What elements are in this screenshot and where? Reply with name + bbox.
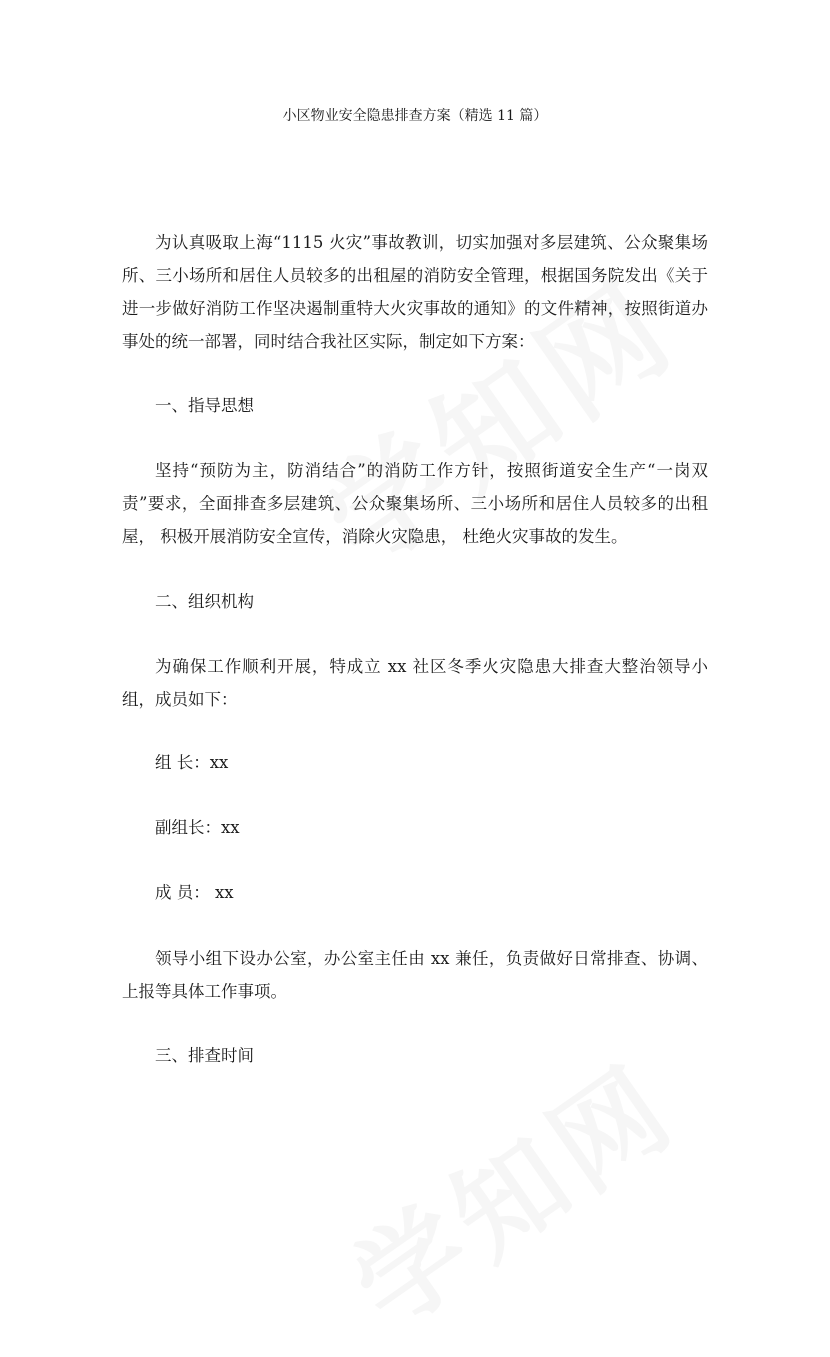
- section-heading-inspection-time: 三、排查时间: [155, 1046, 254, 1065]
- document-title: 小区物业安全隐患排查方案（精选 11 篇）: [282, 108, 548, 124]
- intro-paragraph: 为认真吸取上海“1115 火灾”事故教训，切实加强对多层建筑、公众聚集场所、三小场所和居住人员较多的出租屋的消防安全管理，根据国务院发出《关于进一步做好消防工作坚决遏制重特大火灾事故的通知》的文件精神，按照街道办事处的统一部署，同时结合我社区实际，制定如下方案：: [122, 233, 708, 351]
- organization-paragraph: 为确保工作顺利开展，特成立 xx 社区冬季火灾隐患大排查大整治领导小组，成员如下：: [122, 657, 708, 709]
- members-line: 成 员： xx: [155, 883, 234, 902]
- deputy-leader-line: 副组长：xx: [155, 818, 240, 837]
- section-heading-guiding-ideology: 一、指导思想: [155, 396, 254, 415]
- guiding-ideology-paragraph: 坚持“预防为主，防消结合”的消防工作方针，按照街道安全生产“一岗双责”要求，全面排查多层建筑、公众聚集场所、三小场所和居住人员较多的出租屋， 积极开展消防安全宣传，消除火灾隐患， 杜绝火灾事故的发生。: [122, 461, 708, 546]
- section-heading-organization: 二、组织机构: [155, 592, 254, 611]
- office-paragraph: 领导小组下设办公室，办公室主任由 xx 兼任，负责做好日常排查、协调、上报等具体工作事项。: [122, 949, 708, 1001]
- group-leader-line: 组 长：xx: [155, 753, 229, 772]
- watermark-bottom: [317, 1021, 703, 1357]
